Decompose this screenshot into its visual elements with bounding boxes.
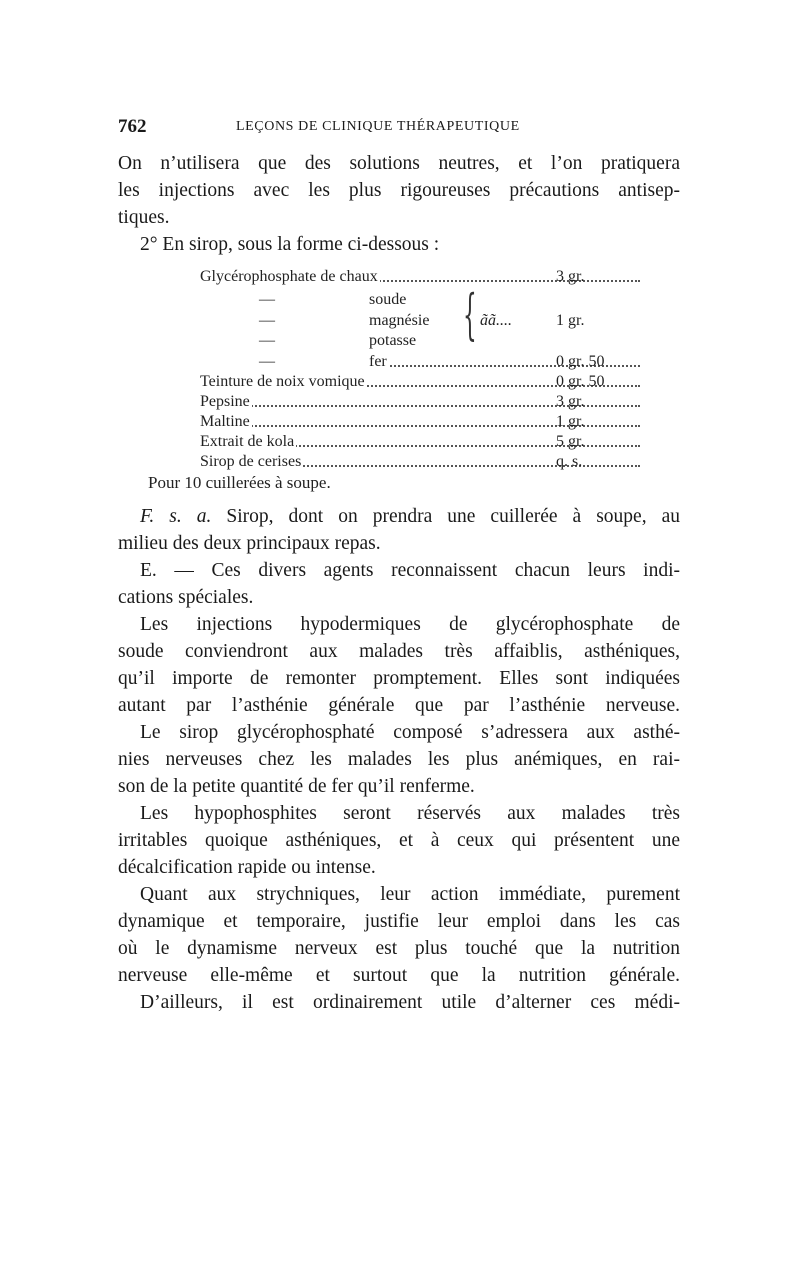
ingredient-name: fer: [369, 353, 387, 370]
ingredient-name: Sirop de cerises: [200, 453, 302, 470]
dosage-note: Pour 10 cuillerées à soupe.: [148, 473, 331, 492]
page-number: 762: [118, 116, 147, 137]
recipe-row-glycerophosphate: [118, 268, 678, 286]
ingredient-name: soude: [369, 291, 407, 308]
text-line: D’ailleurs, il est ordinairement utile d’alterner ces médi-: [140, 992, 680, 1013]
recipe-row-kola: [118, 433, 678, 451]
fsa-paragraph: [118, 503, 680, 557]
text-line: Quant aux strychniques, leur action immédiate, purement: [140, 884, 680, 905]
text-line: où le dynamisme nerveux est plus touché que la nutrition: [118, 938, 680, 959]
text-line: autant par l’asthénie générale que par l’asthénie nerveuse.: [118, 695, 680, 716]
text-line: cations spéciales.: [118, 587, 254, 608]
ingredient-name: magnésie: [369, 312, 430, 329]
ingredient-name: Extrait de kola: [200, 433, 295, 450]
grouping-brace: {: [463, 283, 477, 346]
ana-marker: ãã....: [480, 312, 512, 329]
recipe-row-cerises: [118, 453, 678, 471]
ingredient-name: Glycérophosphate de chaux: [200, 268, 378, 285]
ingredient-quantity: 0 gr. 50: [556, 373, 605, 390]
sirop-intro: 2° En sirop, sous la forme ci-dessous :: [140, 234, 440, 255]
ditto-dash: —: [259, 312, 275, 329]
ingredient-quantity: q. s.: [556, 453, 583, 470]
ingredient-quantity: 1 gr.: [556, 413, 585, 430]
recipe-row-potasse: [118, 332, 678, 350]
recipe-row-pepsine: [118, 393, 678, 411]
ingredient-name: Maltine: [200, 413, 250, 430]
ditto-dash: —: [259, 291, 275, 308]
ditto-dash: —: [259, 353, 275, 370]
text-line: Les hypophosphites seront réservés aux malades très: [140, 803, 680, 824]
text-line: Les injections hypodermiques de glycérophosphate de: [140, 614, 680, 635]
text-line: Le sirop glycérophosphaté composé s’adressera aux asthé-: [140, 722, 680, 743]
recipe-row-soude: [118, 291, 678, 309]
text-line: soude conviendront aux malades très affaiblis, asthéniques,: [118, 641, 680, 662]
text-line: Sirop, dont on prendra une cuillerée à soupe, au: [211, 506, 680, 527]
page-header: [118, 116, 678, 140]
text-line: On n’utilisera que des solutions neutres, et l’on pratiquera: [118, 153, 680, 174]
ditto-dash: —: [259, 332, 275, 349]
ingredient-quantity: 3 gr.: [556, 393, 585, 410]
ingredient-quantity: 1 gr.: [556, 312, 585, 329]
body-paragraph-hypophosphites: [118, 800, 680, 881]
body-paragraph-e: [118, 557, 680, 611]
text-line: les injections avec les plus rigoureuses précautions antisep-: [118, 180, 680, 201]
text-line: décalcification rapide ou intense.: [118, 857, 376, 878]
text-line: E. — Ces divers agents reconnaissent chacun leurs indi-: [140, 560, 680, 581]
ingredient-quantity: 0 gr. 50: [556, 353, 605, 370]
ingredient-quantity: 3 gr.: [556, 268, 585, 285]
running-title: LEÇONS DE CLINIQUE THÉRAPEUTIQUE: [236, 119, 520, 134]
text-line: milieu des deux principaux repas.: [118, 533, 381, 554]
text-line: qu’il importe de remonter promptement. Elles sont indiquées: [118, 668, 680, 689]
recipe-row-maltine: [118, 413, 678, 431]
body-paragraph-strychniques: [118, 881, 680, 989]
ingredient-name: Pepsine: [200, 393, 250, 410]
text-line: tiques.: [118, 207, 170, 228]
text-line: nerveuse elle-même et surtout que la nutrition générale.: [118, 965, 680, 986]
recipe-row-pour: [118, 474, 678, 492]
body-paragraph-sirop: [118, 719, 680, 800]
recipe-row-teinture: [118, 373, 678, 391]
text-line: dynamique et temporaire, justifie leur emploi dans les cas: [118, 911, 680, 932]
ingredient-name: potasse: [369, 332, 417, 349]
recipe-row-fer: [118, 353, 678, 371]
body-paragraph-alterner: [118, 989, 680, 1016]
intro-paragraph: [118, 150, 680, 258]
ingredient-name: Teinture de noix vomique: [200, 373, 365, 390]
text-line: son de la petite quantité de fer qu’il renferme.: [118, 776, 475, 797]
ingredient-quantity: 5 gr.: [556, 433, 585, 450]
text-line: nies nerveuses chez les malades les plus anémiques, en rai-: [118, 749, 680, 770]
fsa-abbrev: F. s. a.: [140, 506, 212, 527]
body-paragraph-injections: [118, 611, 680, 719]
text-line: irritables quoique asthéniques, et à ceux qui présentent une: [118, 830, 680, 851]
